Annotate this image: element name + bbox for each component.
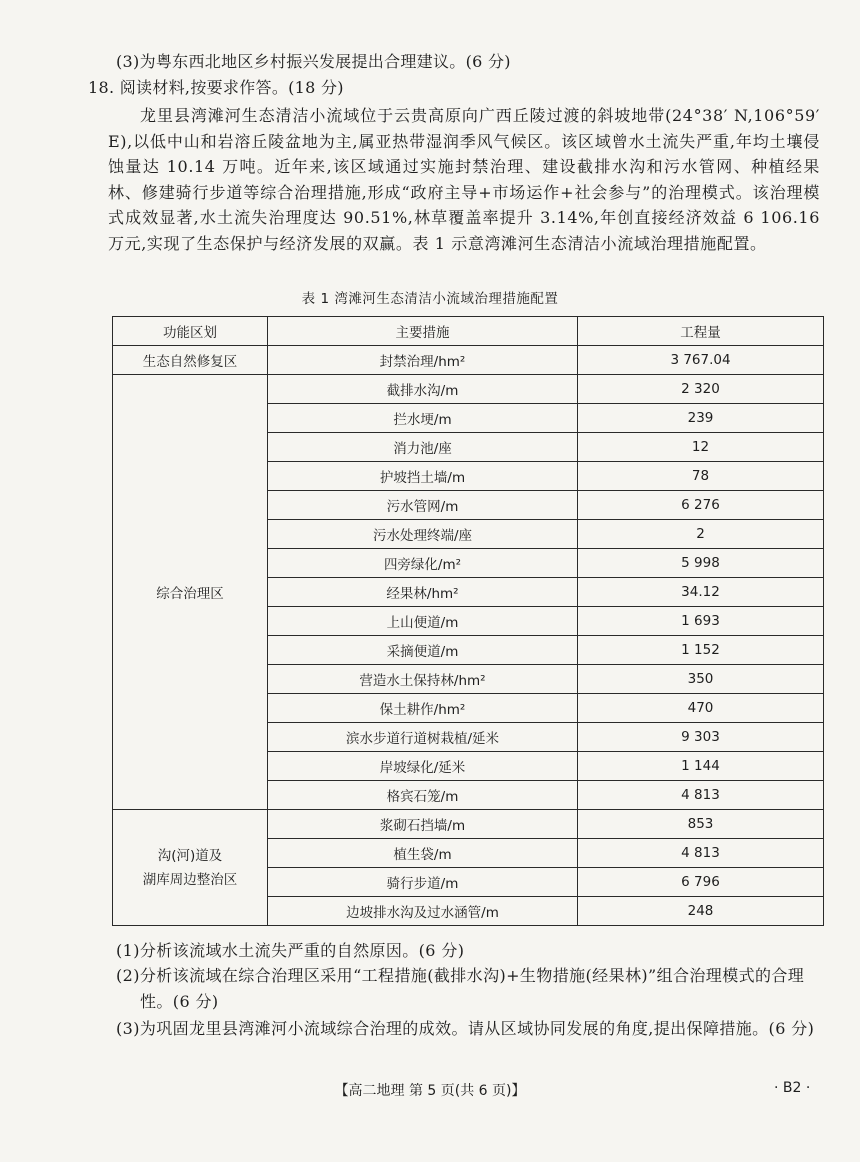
page-footer: 【高二地理 第 5 页(共 6 页)】: [334, 1083, 526, 1099]
measure-cell: 采摘便道/m: [268, 636, 578, 665]
quantity-cell: 2 320: [578, 375, 824, 404]
header-zone: 功能区划: [113, 317, 268, 346]
previous-question-3: (3)为粤东西北地区乡村振兴发展提出合理建议。(6 分): [116, 52, 511, 71]
quantity-cell: 78: [578, 462, 824, 491]
header-measure: 主要措施: [268, 317, 578, 346]
table-row: [113, 346, 824, 375]
quantity-cell: 239: [578, 404, 824, 433]
measure-cell: 骑行步道/m: [268, 868, 578, 897]
question-3: [116, 1016, 828, 1042]
measure-cell: 封禁治理/hm²: [268, 346, 578, 375]
quantity-cell: 2: [578, 520, 824, 549]
material-paragraph: 龙里县湾滩河生态清洁小流域位于云贵高原向广西丘陵过渡的斜坡地带(24°38′ N,106°59′ E),以低中山和岩溶丘陵盆地为主,属亚热带湿润季风气候区。该区域曾水土流失严重,年均土壤侵蚀量达 10.14 万吨。近年来,该区域通过实施封禁治理、建设截排水沟和污水管网、种植经果林、修建骑行步道等综合治理措施,形成“政府主导+市场运作+社会参与”的治理模式。该治理模式成效显著,水土流失治理度达 90.51%,林草覆盖率提升 3.14%,年创直接经济效益 6 106.16 万元,实现了生态保护与经济发展的双赢。表 1 示意湾滩河生态清洁小流域治理措施配置。: [108, 106, 820, 253]
table-row: [113, 375, 824, 404]
measure-cell: 浆砌石挡墙/m: [268, 810, 578, 839]
measure-cell: 消力池/座: [268, 433, 578, 462]
measure-cell: 四旁绿化/m²: [268, 549, 578, 578]
quantity-cell: 5 998: [578, 549, 824, 578]
quantity-cell: 34.12: [578, 578, 824, 607]
zone-name: 综合治理区: [113, 375, 268, 810]
quantity-cell: 4 813: [578, 839, 824, 868]
quantity-cell: 6 796: [578, 868, 824, 897]
measure-cell: 护坡挡土墙/m: [268, 462, 578, 491]
quantity-cell: 4 813: [578, 781, 824, 810]
quantity-cell: 1 152: [578, 636, 824, 665]
quantity-cell: 3 767.04: [578, 346, 824, 375]
quantity-cell: 12: [578, 433, 824, 462]
measure-cell: 岸坡绿化/延米: [268, 752, 578, 781]
measure-cell: 边坡排水沟及过水涵管/m: [268, 897, 578, 926]
question-18-title: 18. 阅读材料,按要求作答。(18 分): [88, 78, 344, 97]
zone-name: 生态自然修复区: [113, 346, 268, 375]
quantity-cell: 6 276: [578, 491, 824, 520]
measure-cell: 上山便道/m: [268, 607, 578, 636]
page-code: · B2 ·: [774, 1080, 811, 1096]
question-3-text: (3)为巩固龙里县湾滩河小流域综合治理的成效。请从区域协同发展的角度,提出保障措施。(6 分): [116, 1019, 815, 1038]
quantity-cell: 9 303: [578, 723, 824, 752]
measure-cell: 经果林/hm²: [268, 578, 578, 607]
measure-cell: 保土耕作/hm²: [268, 694, 578, 723]
table-header-row: [113, 317, 824, 346]
header-quantity: 工程量: [578, 317, 824, 346]
table-caption: 表 1 湾滩河生态清洁小流域治理措施配置: [301, 291, 559, 307]
quantity-cell: 248: [578, 897, 824, 926]
quantity-cell: 1 693: [578, 607, 824, 636]
measure-cell: 格宾石笼/m: [268, 781, 578, 810]
measure-cell: 滨水步道行道树栽植/延米: [268, 723, 578, 752]
question-2-text: (2)分析该流域在综合治理区采用“工程措施(截排水沟)+生物措施(经果林)”组合治理模式的合理性。(6 分): [116, 966, 805, 1011]
measure-cell: 污水处理终端/座: [268, 520, 578, 549]
question-1: (1)分析该流域水土流失严重的自然原因。(6 分): [116, 941, 465, 960]
measure-cell: 污水管网/m: [268, 491, 578, 520]
measure-cell: 截排水沟/m: [268, 375, 578, 404]
zone-name-line1: 沟(河)道及: [157, 847, 223, 864]
measures-table: [112, 316, 824, 926]
measure-cell: 营造水土保持林/hm²: [268, 665, 578, 694]
zone-name: [113, 810, 268, 926]
measure-cell: 植生袋/m: [268, 839, 578, 868]
quantity-cell: 853: [578, 810, 824, 839]
reading-material: [108, 103, 820, 257]
quantity-cell: 1 144: [578, 752, 824, 781]
measure-cell: 拦水埂/m: [268, 404, 578, 433]
zone-name-line2: 湖库周边整治区: [142, 871, 238, 888]
table-row: [113, 810, 824, 839]
quantity-cell: 350: [578, 665, 824, 694]
quantity-cell: 470: [578, 694, 824, 723]
question-2: [116, 963, 828, 1015]
